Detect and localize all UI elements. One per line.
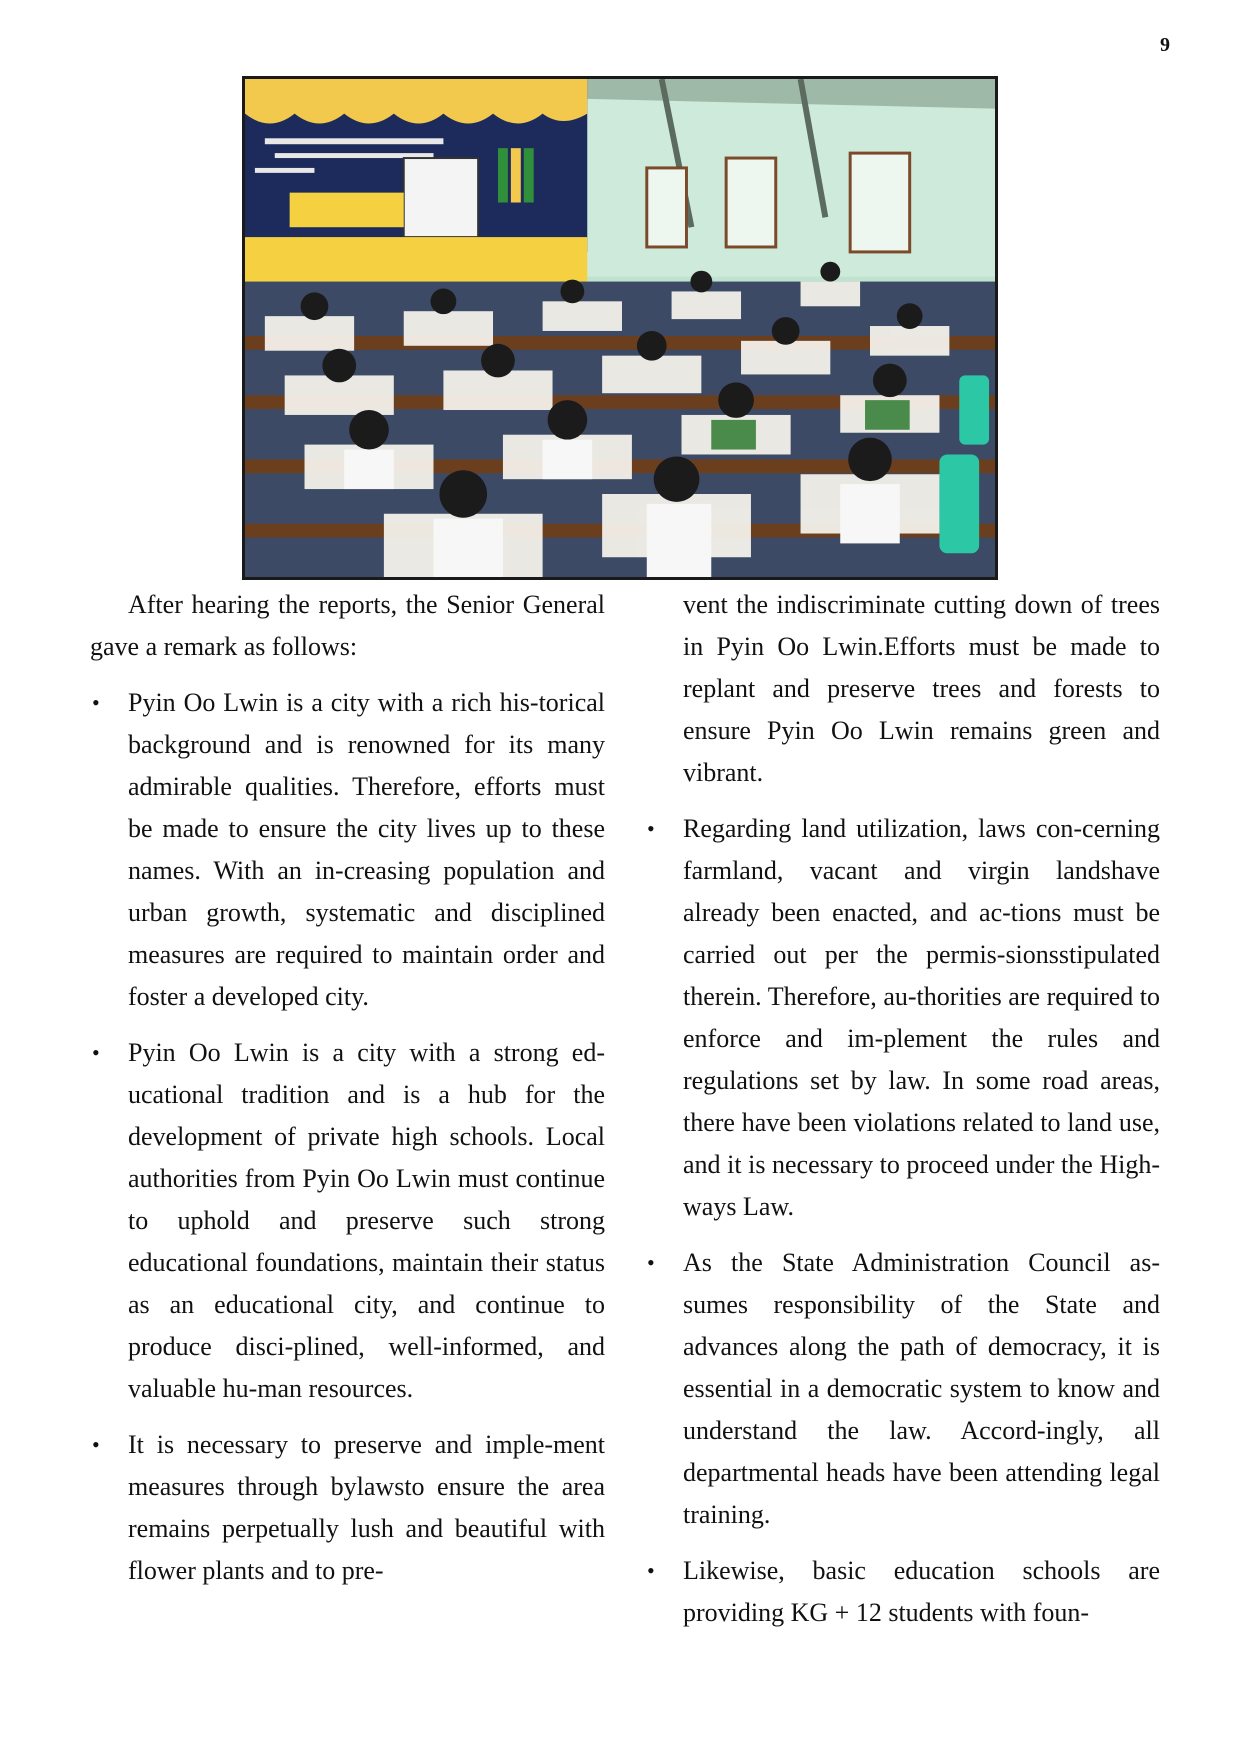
bullet-icon: • bbox=[647, 816, 655, 841]
bullet-icon: • bbox=[647, 1558, 655, 1583]
bullet-continuation bbox=[645, 584, 1160, 794]
right-column bbox=[645, 584, 1160, 1648]
meeting-photo-illustration bbox=[245, 79, 995, 577]
intro-paragraph: After hearing the reports, the Senior General gave a remark as follows: bbox=[90, 590, 605, 661]
bullet-item bbox=[645, 1550, 1160, 1634]
bullet-text: As the State Administration Council as-sumes responsibility of the State and advances along the path of democracy, it is essential in a democratic system to know and understand the law. Accord-ingly, all departmental heads have been attending legal training. bbox=[683, 1248, 1160, 1529]
bullet-icon: • bbox=[92, 1432, 100, 1457]
bullet-item bbox=[90, 1424, 605, 1592]
bullet-text: Pyin Oo Lwin is a city with a strong ed-ucational tradition and is a hub for the development of private high schools. Local authorities from Pyin Oo Lwin must continue to uphold and preserve such strong educational foundations, maintain their status as an educational city, and continue to produce disci-plined, well-informed, and valuable hu-man resources. bbox=[128, 1038, 605, 1403]
bullet-item bbox=[645, 1242, 1160, 1536]
bullet-item bbox=[90, 682, 605, 1018]
bullet-text: Likewise, basic education schools are providing KG + 12 students with foun- bbox=[683, 1556, 1160, 1627]
bullet-text: Pyin Oo Lwin is a city with a rich his-torical background and is renowned for its many admirable qualities. Therefore, efforts must be made to ensure the city lives up to these names. With an in-creasing population and urban growth, systematic and disciplined measures are required to maintain order and foster a developed city. bbox=[128, 688, 605, 1011]
right-bullet-list bbox=[645, 584, 1160, 1634]
bullet-icon: • bbox=[92, 1040, 100, 1065]
meeting-hall-photo bbox=[242, 76, 998, 580]
continuation-text: vent the indiscriminate cutting down of trees in Pyin Oo Lwin.Efforts must be made to replant and preserve trees and forests to ensure Pyin Oo Lwin remains green and vibrant. bbox=[683, 590, 1160, 787]
page-number: 9 bbox=[1160, 34, 1170, 56]
bullet-icon: • bbox=[647, 1250, 655, 1275]
bullet-item bbox=[645, 808, 1160, 1228]
bullet-item bbox=[90, 1032, 605, 1410]
left-bullet-list bbox=[90, 682, 605, 1592]
bullet-icon: • bbox=[92, 690, 100, 715]
bullet-text: It is necessary to preserve and imple-ment measures through bylawsto ensure the area remains perpetually lush and beautiful with flower plants and to pre- bbox=[128, 1430, 605, 1585]
bullet-text: Regarding land utilization, laws con-cerning farmland, vacant and virgin landshave already been enacted, and ac-tions must be carried out per the permis-sionsstipulated therein. Therefore, au-thorities are required to enforce and im-plement the rules and regulations set by law. In some road areas, there have been violations related to land use, and it is necessary to proceed under the High-ways Law. bbox=[683, 814, 1160, 1221]
left-column bbox=[90, 584, 605, 1606]
